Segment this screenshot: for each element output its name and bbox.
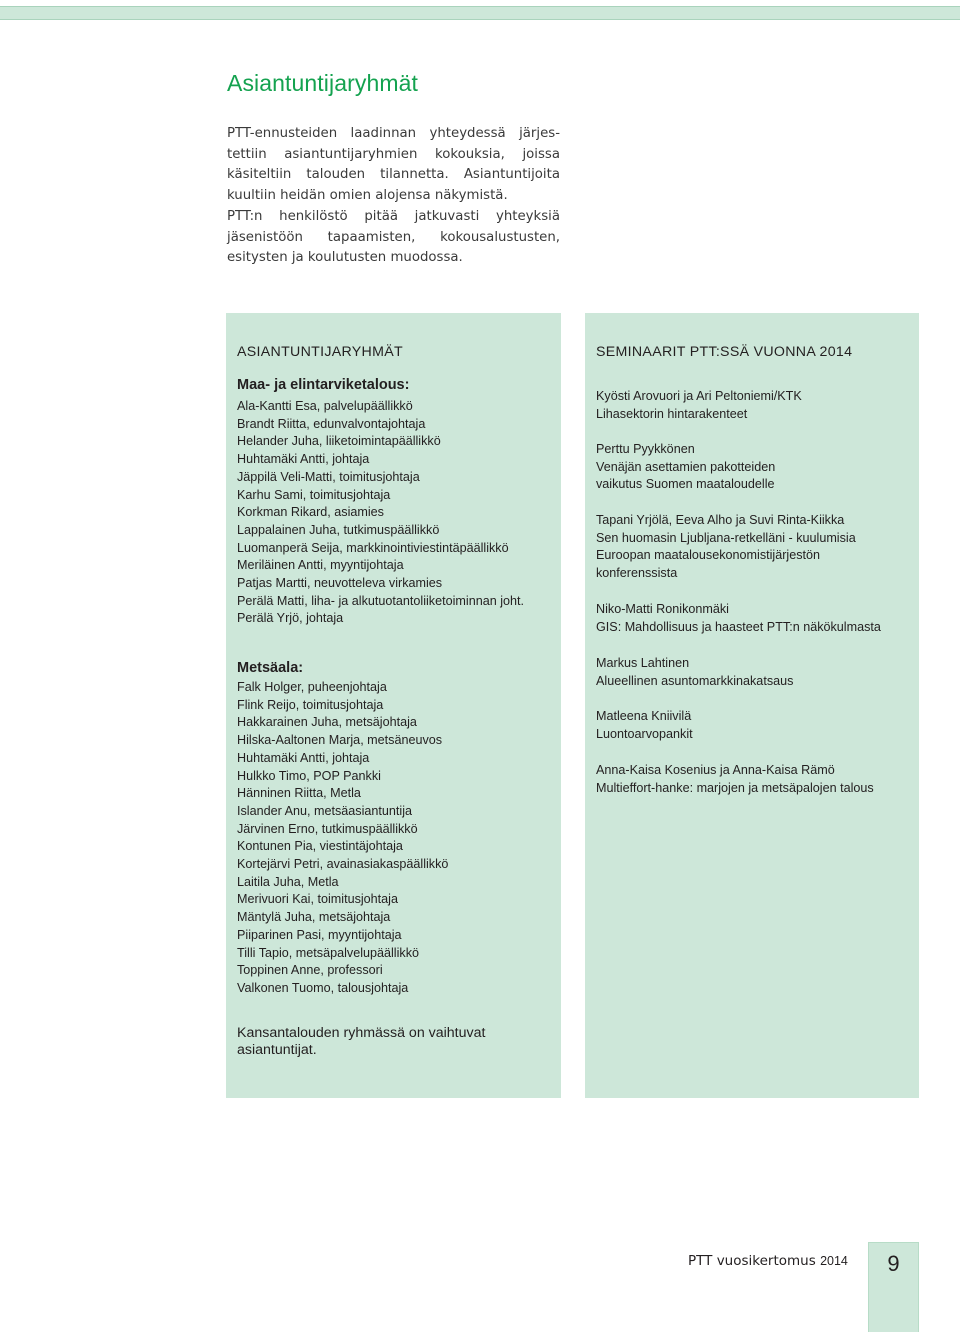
member-item: Flink Reijo, toimitusjohtaja <box>237 697 384 712</box>
member-item: Piiparinen Pasi, myyntijohtaja <box>237 927 402 942</box>
seminar-topic-line: Alueellinen asuntomarkkinakatsaus <box>596 673 794 688</box>
expert-groups-title: ASIANTUNTIJARYHMÄT <box>237 344 403 360</box>
seminar-item <box>596 512 856 583</box>
seminar-item <box>596 708 693 743</box>
seminar-speakers: Niko-Matti Ronikonmäki <box>596 602 729 616</box>
intro-line: PTT:n henkilöstö pitää jatkuvasti yhteyksiä <box>227 208 560 224</box>
member-item: Kontunen Pia, viestintäjohtaja <box>237 839 403 854</box>
member-item: Huhtamäki Antti, johtaja <box>237 750 370 765</box>
seminar-topic-line: Sen huomasin Ljubljana-retkelläni - kuulumisia <box>596 530 856 545</box>
footer-publication <box>688 1253 848 1269</box>
intro-line: jäsenistöön tapaamisten, kokousalustusten, <box>227 229 560 245</box>
seminar-item <box>596 655 793 690</box>
member-item: Perälä Matti, liha- ja alkutuotantoliiketoiminnan joht. <box>237 593 525 608</box>
seminar-topic-line: Luontoarvopankit <box>596 726 693 741</box>
top-decorative-band <box>0 6 960 20</box>
member-item: Patjas Martti, neuvotteleva virkamies <box>237 576 443 591</box>
member-item: Huhtamäki Antti, johtaja <box>237 452 370 467</box>
member-item: Perälä Yrjö, johtaja <box>237 611 344 626</box>
member-item: Kortejärvi Petri, avainasiakaspäällikkö <box>237 857 449 872</box>
member-item: Jäppilä Veli-Matti, toimitusjohtaja <box>237 469 420 484</box>
seminar-item <box>596 441 775 494</box>
publication-name: PTT vuosikertomus <box>688 1253 816 1269</box>
group-title-forestry: Metsäala: <box>237 660 304 676</box>
member-item: Islander Anu, metsäasiantuntija <box>237 803 413 818</box>
intro-line: tettiin asiantuntijaryhmien kokouksia, joissa <box>227 146 560 162</box>
member-item: Hakkarainen Juha, metsäjohtaja <box>237 715 417 730</box>
intro-line: PTT-ennusteiden laadinnan yhteydessä järjes- <box>227 126 560 141</box>
intro-line: kuultiin heidän omien alojensa näkymistä. <box>227 188 508 204</box>
seminar-topic-line: konferenssista <box>596 566 678 581</box>
member-item: Järvinen Erno, tutkimuspäällikkö <box>237 821 418 836</box>
member-item: Hulkko Timo, POP Pankki <box>237 768 381 783</box>
expert-groups-panel <box>226 313 561 1098</box>
seminar-speakers: Tapani Yrjölä, Eeva Alho ja Suvi Rinta-Kiikka <box>596 513 845 527</box>
seminar-item <box>596 762 874 797</box>
member-item: Korkman Rikard, asiamies <box>237 505 384 520</box>
intro-paragraph <box>227 124 560 269</box>
group-title-agriculture: Maa- ja elintarviketalous: <box>237 377 410 393</box>
member-item: Meriläinen Antti, myyntijohtaja <box>237 558 404 573</box>
member-item: Helander Juha, liiketoimintapäällikkö <box>237 434 441 449</box>
seminars-panel <box>585 313 919 1098</box>
seminar-topic-line: Multieffort-hanke: marjojen ja metsäpalojen talous <box>596 780 874 795</box>
rotating-experts-note: Kansantalouden ryhmässä on vaihtuvat asiantuntijat. <box>237 1025 486 1058</box>
intro-line: käsiteltiin talouden tilannetta. Asiantuntijoita <box>227 167 560 183</box>
member-item: Karhu Sami, toimitusjohtaja <box>237 487 391 502</box>
member-list-agriculture <box>237 398 524 628</box>
publication-year: 2014 <box>820 1254 848 1268</box>
seminar-speakers: Anna-Kaisa Kosenius ja Anna-Kaisa Rämö <box>596 763 835 777</box>
seminar-topic-line: GIS: Mahdollisuus ja haasteet PTT:n näkökulmasta <box>596 619 881 634</box>
seminar-topic-line: Venäjän asettamien pakotteiden <box>596 459 776 474</box>
seminar-item <box>596 601 881 636</box>
intro-line: esitysten ja koulutusten muodossa. <box>227 250 463 266</box>
member-item: Tilli Tapio, metsäpalvelupäällikkö <box>237 945 419 960</box>
member-item: Valkonen Tuomo, talousjohtaja <box>237 980 409 995</box>
seminar-speakers: Markus Lahtinen <box>596 656 690 670</box>
member-item: Hänninen Riitta, Metla <box>237 786 361 801</box>
member-item: Luomanperä Seija, markkinointiviestintäpäällikkö <box>237 540 509 555</box>
member-item: Toppinen Anne, professori <box>237 963 383 978</box>
seminar-speakers: Matleena Kniivilä <box>596 709 692 723</box>
member-item: Mäntylä Juha, metsäjohtaja <box>237 910 391 925</box>
seminar-topic-line: Lihasektorin hintarakenteet <box>596 406 748 421</box>
member-item: Falk Holger, puheenjohtaja <box>237 680 387 694</box>
seminar-item <box>596 388 802 423</box>
member-item: Brandt Riitta, edunvalvontajohtaja <box>237 416 426 431</box>
page-heading: Asiantuntijaryhmät <box>227 70 418 96</box>
seminar-topic-line: Euroopan maatalousekonomistijärjestön <box>596 548 821 563</box>
page-number: 9 <box>887 1251 900 1276</box>
seminar-speakers: Perttu Pyykkönen <box>596 442 695 456</box>
member-list-forestry <box>237 679 448 998</box>
seminar-topic-line: vaikutus Suomen maataloudelle <box>596 477 775 492</box>
page-number-box <box>868 1242 919 1332</box>
seminars-title: SEMINAARIT PTT:SSÄ VUONNA 2014 <box>596 344 853 360</box>
seminar-speakers: Kyösti Arovuori ja Ari Peltoniemi/KTK <box>596 389 802 403</box>
member-item: Ala-Kantti Esa, palvelupäällikkö <box>237 399 413 413</box>
member-item: Merivuori Kai, toimitusjohtaja <box>237 892 398 907</box>
member-item: Lappalainen Juha, tutkimuspäällikkö <box>237 522 440 537</box>
member-item: Laitila Juha, Metla <box>237 874 339 889</box>
member-item: Hilska-Aaltonen Marja, metsäneuvos <box>237 733 443 748</box>
